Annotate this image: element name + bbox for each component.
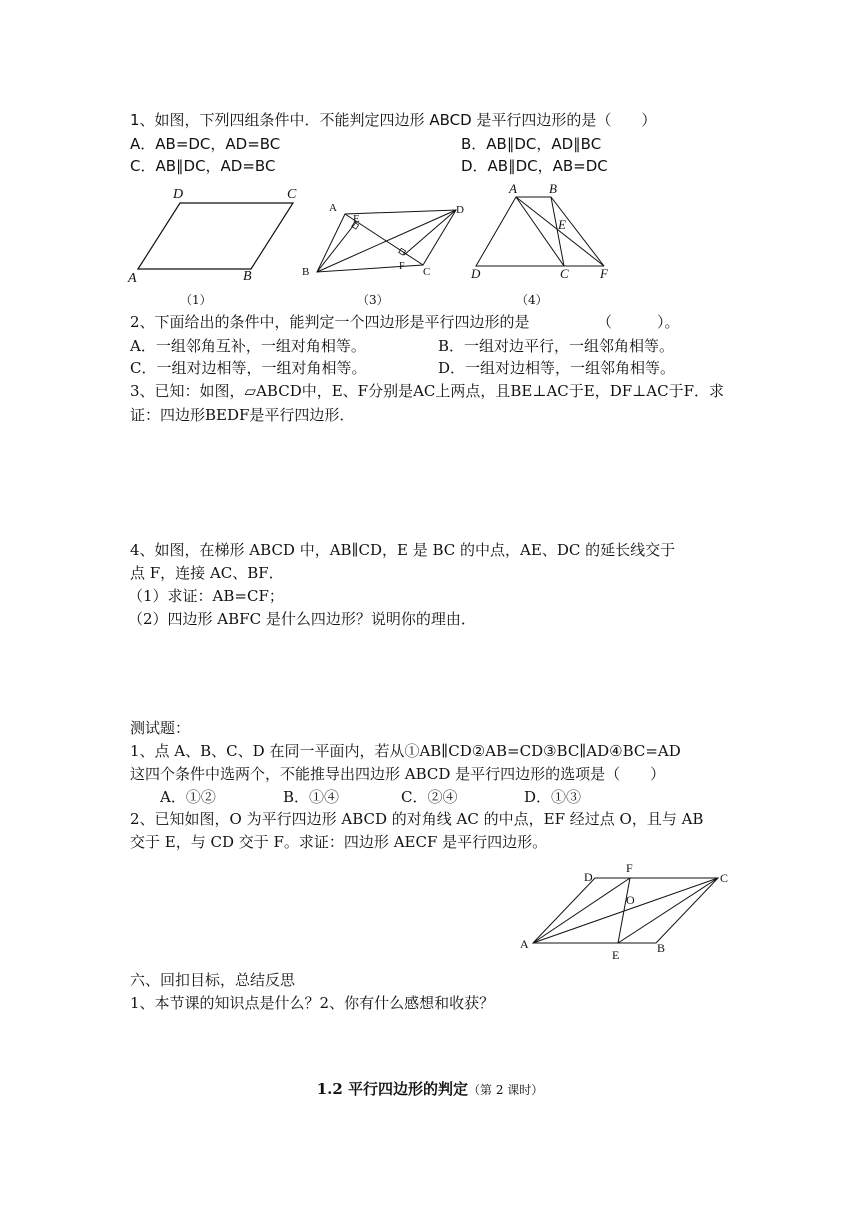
figure-3-label-f: F	[399, 261, 405, 272]
figure-3-label-a: A	[329, 202, 337, 214]
figure-3-caption: （3）	[357, 293, 389, 307]
test-q2-line-2: 交于 E，与 CD 交于 F。求证：四边形 AECF 是平行四边形。	[130, 833, 548, 851]
figure-1-parallelogram	[125, 180, 305, 290]
lesson-title-subtitle: （第 2 课时）	[468, 1083, 544, 1097]
test-q1-option-a: A．①②	[160, 788, 216, 806]
q2-option-b: B．一组对边平行，一组邻角相等。	[438, 337, 675, 355]
q2-option-d: D．一组对边相等，一组邻角相等。	[438, 359, 676, 377]
figure-3-label-c: C	[423, 266, 431, 278]
test-q2-line-1: 2、已知如图，O 为平行四边形 ABCD 的对角线 AC 的中点，EF 经过点 O，且与 AB	[130, 810, 704, 828]
figure-test-label-e: E	[612, 948, 620, 962]
figure-test-label-b: B	[657, 941, 666, 955]
q4-line-1: 4、如图，在梯形 ABCD 中，AB∥CD，E 是 BC 的中点，AE、DC 的延长线交于	[130, 541, 676, 559]
figure-4-trapezoid	[468, 180, 618, 280]
figure-4-caption: （4）	[516, 293, 548, 307]
q1-option-a: A．AB=DC，AD=BC	[130, 135, 281, 153]
lesson-title-main: 1.2 平行四边形的判定	[316, 1080, 469, 1098]
figure-3-parallelogram	[298, 195, 468, 285]
figure-test-label-d: D	[584, 870, 593, 884]
section-6-line: 1、本节课的知识点是什么？2、你有什么感想和收获？	[130, 994, 495, 1012]
q3-line-2: 证：四边形BEDF是平行四边形．	[130, 406, 355, 424]
q1-option-d: D．AB∥DC，AB=DC	[461, 157, 608, 175]
figure-4-label-e: E	[558, 217, 566, 232]
test-q1-option-b: B．①④	[283, 788, 340, 806]
figure-4-label-d: D	[471, 266, 481, 281]
q1-option-c: C．AB∥DC，AD=BC	[130, 157, 276, 175]
test-q1-line-1: 1、点 A、B、C、D 在同一平面内，若从①AB∥CD②AB=CD③BC∥AD④BC=AD	[130, 742, 681, 760]
figure-test-parallelogram	[515, 858, 735, 968]
test-q1-option-c: C．②④	[401, 788, 458, 806]
figure-1-label-c: C	[287, 187, 297, 202]
figure-4-label-c: C	[560, 266, 569, 281]
figure-1-label-d: D	[173, 187, 184, 202]
q2-option-a: A．一组邻角互补，一组对角相等。	[130, 337, 366, 355]
figure-test-label-o: O	[626, 893, 635, 907]
figure-4-label-f: F	[600, 266, 608, 281]
q4-part-2: （2）四边形 ABFC 是什么四边形？说明你的理由．	[128, 610, 476, 628]
figure-4-label-b: B	[549, 181, 557, 196]
figure-1-label-a: A	[128, 271, 137, 286]
test-q1-option-d: D．①③	[524, 788, 582, 806]
test-heading: 测试题：	[130, 719, 191, 737]
q1-option-b: B．AB∥DC，AD∥BC	[461, 135, 602, 153]
lesson-title	[0, 1078, 860, 1099]
q2-stem: 2、下面给出的条件中，能判定一个四边形是平行四边形的是 （ ）。	[130, 313, 680, 331]
figure-3-label-d: D	[456, 204, 464, 216]
test-q1-line-2: 这四个条件中选两个，不能推导出四边形 ABCD 是平行四边形的选项是（ ）	[130, 765, 666, 783]
q2-option-c: C．一组对边相等，一组对角相等。	[130, 359, 367, 377]
figure-3-label-b: B	[302, 266, 310, 278]
q1-stem: 1、如图，下列四组条件中．不能判定四边形 ABCD 是平行四边形的是（ ）	[130, 111, 657, 129]
figure-test-label-a: A	[520, 937, 529, 951]
section-6-heading: 六、回扣目标，总结反思	[130, 971, 296, 989]
q4-line-2: 点 F，连接 AC、BF．	[130, 564, 284, 582]
figure-1-caption: （1）	[180, 293, 212, 307]
figure-1-label-b: B	[243, 269, 252, 284]
q4-part-1: （1）求证：AB=CF；	[128, 587, 284, 605]
figure-3-label-e: E	[353, 213, 360, 225]
figure-test-label-c: C	[720, 871, 729, 885]
q3-line-1: 3、已知：如图，▱ABCD中，E、F分别是AC上两点，且BE⊥AC于E，DF⊥AC于F．求	[130, 382, 724, 400]
figure-4-label-a: A	[509, 181, 517, 196]
figure-test-label-f: F	[626, 861, 633, 875]
